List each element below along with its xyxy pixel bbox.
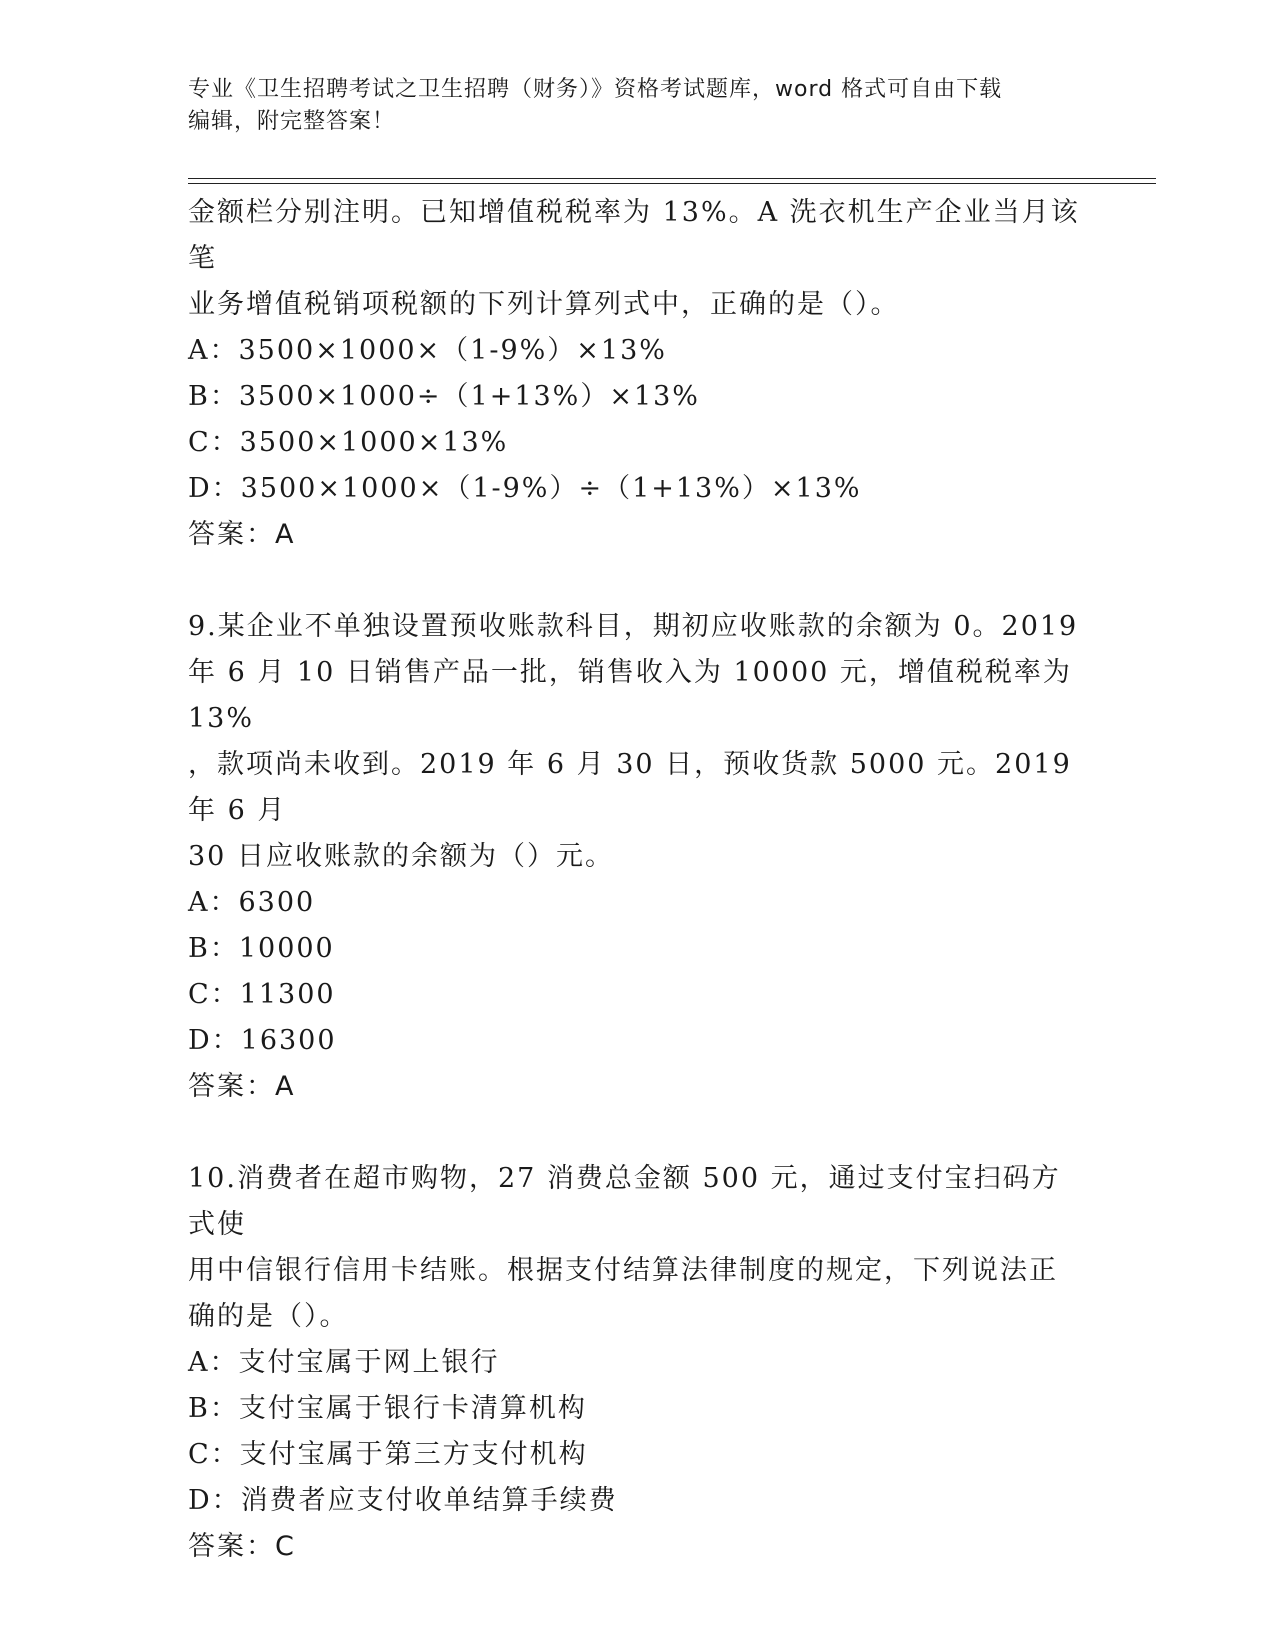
option-list (188, 328, 1088, 512)
stem-line: 用中信银行信用卡结账。根据支付结算法律制度的规定，下列说法正 (188, 1255, 1058, 1286)
stem-line: 30 日应收账款的余额为（）元。 (188, 841, 614, 872)
header-double-rule (188, 178, 1156, 184)
option-b: B：3500×1000÷（1+13%）×13% (188, 381, 700, 412)
question-9 (188, 604, 1088, 1110)
option-c: C：11300 (188, 979, 336, 1010)
answer-line: 答案：A (188, 519, 296, 550)
question-stem (188, 604, 1088, 880)
question-10 (188, 1156, 1088, 1570)
option-c: C：支付宝属于第三方支付机构 (188, 1439, 588, 1470)
document-header (188, 74, 1088, 138)
stem-line: 业务增值税销项税额的下列计算列式中，正确的是（）。 (188, 289, 900, 320)
option-a: A：6300 (188, 887, 316, 918)
option-d: D：16300 (188, 1025, 337, 1056)
stem-line: 年 6 月 10 日销售产品一批，销售收入为 10000 元，增值税税率为 13% (188, 657, 1072, 734)
option-c: C：3500×1000×13% (188, 427, 509, 458)
question-stem (188, 1156, 1088, 1340)
option-b: B：支付宝属于银行卡清算机构 (188, 1393, 587, 1424)
answer-line: 答案：A (188, 1071, 296, 1102)
answer-line: 答案：C (188, 1531, 296, 1562)
question-stem (188, 190, 1088, 328)
option-d: D：消费者应支付收单结算手续费 (188, 1485, 618, 1516)
stem-line: 金额栏分别注明。已知增值税税率为 13%。A 洗衣机生产企业当月该笔 (188, 197, 1080, 274)
option-d: D：3500×1000×（1-9%）÷（1+13%）×13% (188, 473, 862, 504)
option-b: B：10000 (188, 933, 335, 964)
question-list (188, 190, 1088, 1570)
stem-line: 确的是（）。 (188, 1301, 349, 1332)
option-a: A：3500×1000×（1-9%）×13% (188, 335, 667, 366)
stem-line: 9.某企业不单独设置预收账款科目，期初应收账款的余额为 0。2019 (188, 611, 1079, 642)
question-8-continued (188, 190, 1088, 558)
header-title-line-2: 编辑，附完整答案！ (188, 109, 396, 134)
header-title-line-1: 专业《卫生招聘考试之卫生招聘（财务）》资格考试题库，word 格式可自由下载 (188, 77, 1003, 102)
option-list (188, 880, 1088, 1064)
header-rule-line-top (188, 178, 1156, 179)
option-a: A：支付宝属于网上银行 (188, 1347, 500, 1378)
stem-line: 10.消费者在超市购物，27 消费总金额 500 元，通过支付宝扫码方式使 (188, 1163, 1061, 1240)
header-rule-line-bottom (188, 183, 1156, 184)
stem-line: ，款项尚未收到。2019 年 6 月 30 日，预收货款 5000 元。2019 年 6 月 (188, 749, 1072, 826)
option-list (188, 1340, 1088, 1524)
